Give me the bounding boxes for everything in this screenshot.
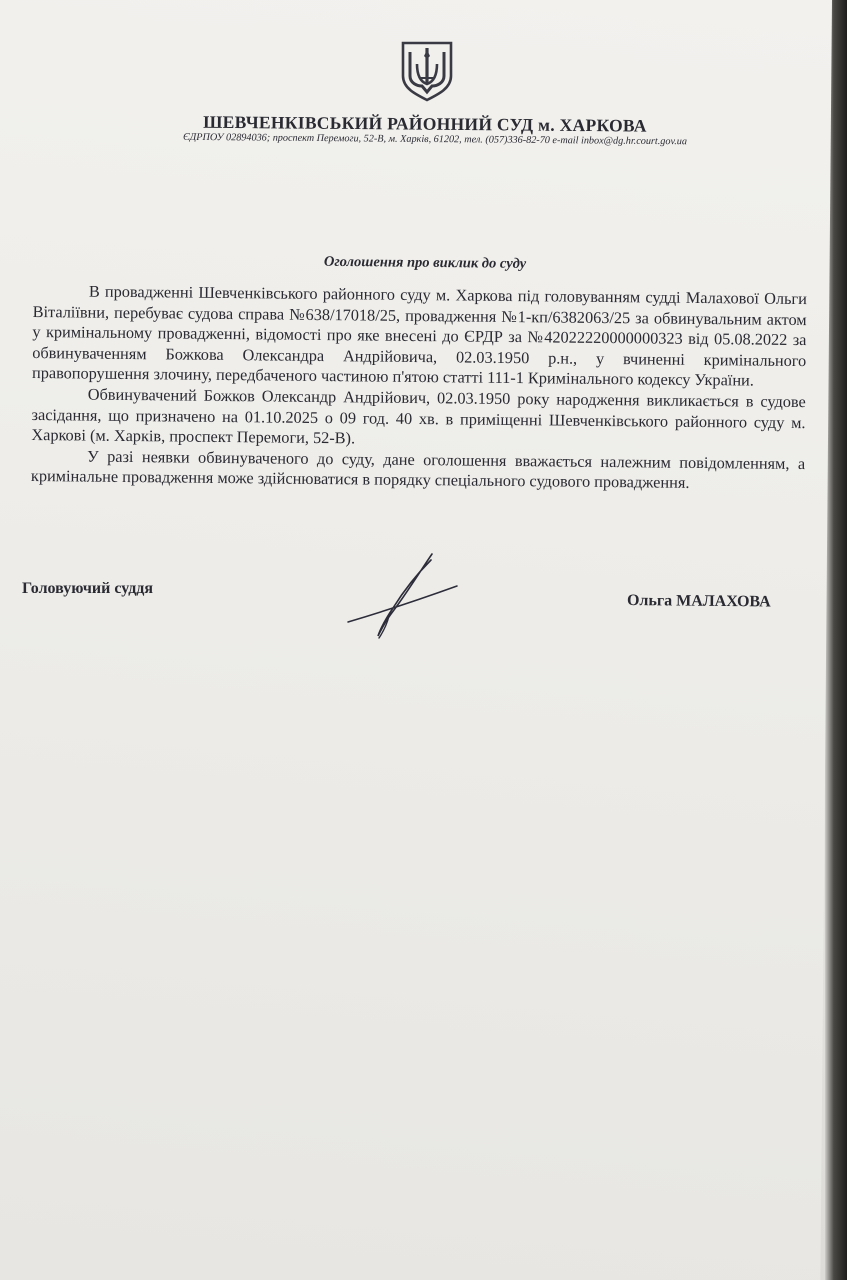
handwritten-signature-icon: [345, 552, 465, 640]
notice-paragraph: У разі неявки обвинуваченого до суду, дане оголошення вважається належним повідомленням, а кримінальне провадження може здійснюватися в порядку спеціального судового провадження.: [30, 446, 806, 493]
notice-body: [31, 281, 807, 495]
notice-paragraph: Обвинувачений Божков Олександр Андрійович, 02.03.1950 року народження викликається в судове засідання, що призначено на 01.10.2025 о 09 год. 40 хв. в приміщенні Шевченківського районного суду м. Харкові (м. Харків, проспект Перемоги, 52-В).: [31, 384, 806, 448]
notice-paragraph: В провадженні Шевченківського районного суду м. Харкова під головуванням судді Малахової Ольги Віталіївни, перебуває судова справа №638/17018/25, провадження №1-кп/6382063/25 за обвинувальним актом у кримінальному провадженні, відомості про яке внесені до ЄРДР за №42022220000000323 від 05.08.2022 за обвинуваченням Божкова Олександра Андрійовича, 02.03.1950 р.н., у вчиненні кримінального правопорушення злочину, передбаченого частиною п'ятою статті 111-1 Кримінального кодексу України.: [31, 281, 807, 390]
presiding-judge-label: Головуючий суддя: [22, 580, 154, 597]
court-name: ШЕВЧЕНКІВСЬКИЙ РАЙОННИЙ СУД м. ХАРКОВА: [203, 111, 647, 136]
notice-heading: Оголошення про виклик до суду: [323, 253, 527, 272]
judge-name: Ольга МАЛАХОВА: [626, 592, 771, 611]
court-contact-details: ЄДРПОУ 02894036; проспект Перемоги, 52-В, м. Харків, 61202, тел. (057)336-82-70 e-mail inbox@dg.hr.court.gov.ua: [182, 131, 688, 148]
trident-coat-of-arms-icon: [395, 40, 459, 102]
